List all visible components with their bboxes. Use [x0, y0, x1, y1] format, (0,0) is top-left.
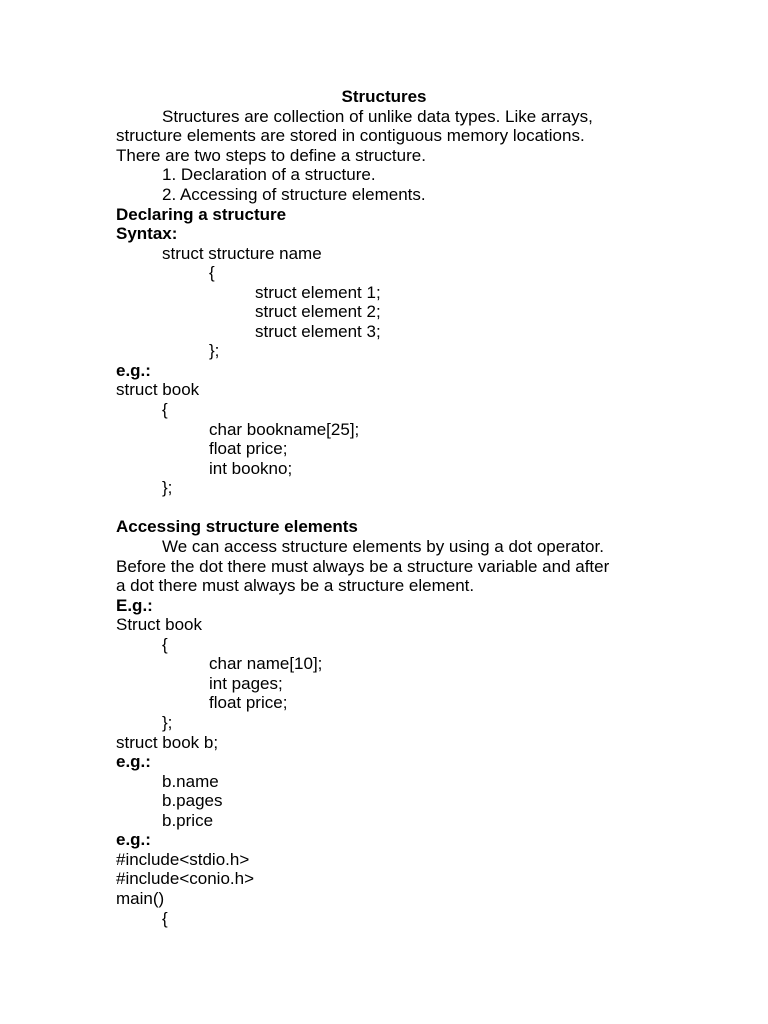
step-item: 2. Accessing of structure elements.: [162, 185, 426, 204]
paragraph-line: a dot there must always be a structure element.: [116, 576, 475, 595]
section-heading: Declaring a structure: [116, 205, 287, 224]
intro-line: Structures are collection of unlike data types. Like arrays,: [162, 107, 593, 126]
code-line: float price;: [209, 693, 288, 712]
step-item: 1. Declaration of a structure.: [162, 165, 376, 184]
code-line: };: [162, 478, 173, 497]
code-line: struct element 2;: [255, 302, 381, 321]
code-line: int pages;: [209, 674, 283, 693]
code-line: main(): [116, 889, 165, 908]
code-line: struct book b;: [116, 733, 219, 752]
code-line: Struct book: [116, 615, 202, 634]
code-line: b.price: [162, 811, 214, 830]
code-line: {: [162, 909, 168, 928]
paragraph-line: Before the dot there must always be a structure variable and after: [116, 557, 610, 576]
code-line: float price;: [209, 439, 288, 458]
code-line: int bookno;: [209, 459, 293, 478]
code-line: struct element 1;: [255, 283, 381, 302]
page-title: Structures: [341, 87, 427, 106]
intro-line: structure elements are stored in contiguous memory locations.: [116, 126, 585, 145]
example-label: e.g.:: [116, 361, 151, 380]
code-line: {: [162, 635, 168, 654]
code-line: };: [209, 341, 220, 360]
code-line: #include<conio.h>: [116, 869, 255, 888]
code-line: struct element 3;: [255, 322, 381, 341]
code-line: b.pages: [162, 791, 223, 810]
code-line: {: [162, 400, 168, 419]
example-label: e.g.:: [116, 830, 151, 849]
section-heading: Accessing structure elements: [116, 517, 358, 536]
paragraph-line: We can access structure elements by using a dot operator.: [162, 537, 604, 556]
example-label: E.g.:: [116, 596, 153, 615]
code-line: #include<stdio.h>: [116, 850, 250, 869]
code-line: {: [209, 263, 215, 282]
code-line: char name[10];: [209, 654, 323, 673]
code-line: };: [162, 713, 173, 732]
code-line: struct structure name: [162, 244, 322, 263]
code-line: struct book: [116, 380, 200, 399]
intro-line: There are two steps to define a structure.: [116, 146, 426, 165]
example-label: e.g.:: [116, 752, 151, 771]
code-line: char bookname[25];: [209, 420, 360, 439]
syntax-label: Syntax:: [116, 224, 178, 243]
code-line: b.name: [162, 772, 219, 791]
